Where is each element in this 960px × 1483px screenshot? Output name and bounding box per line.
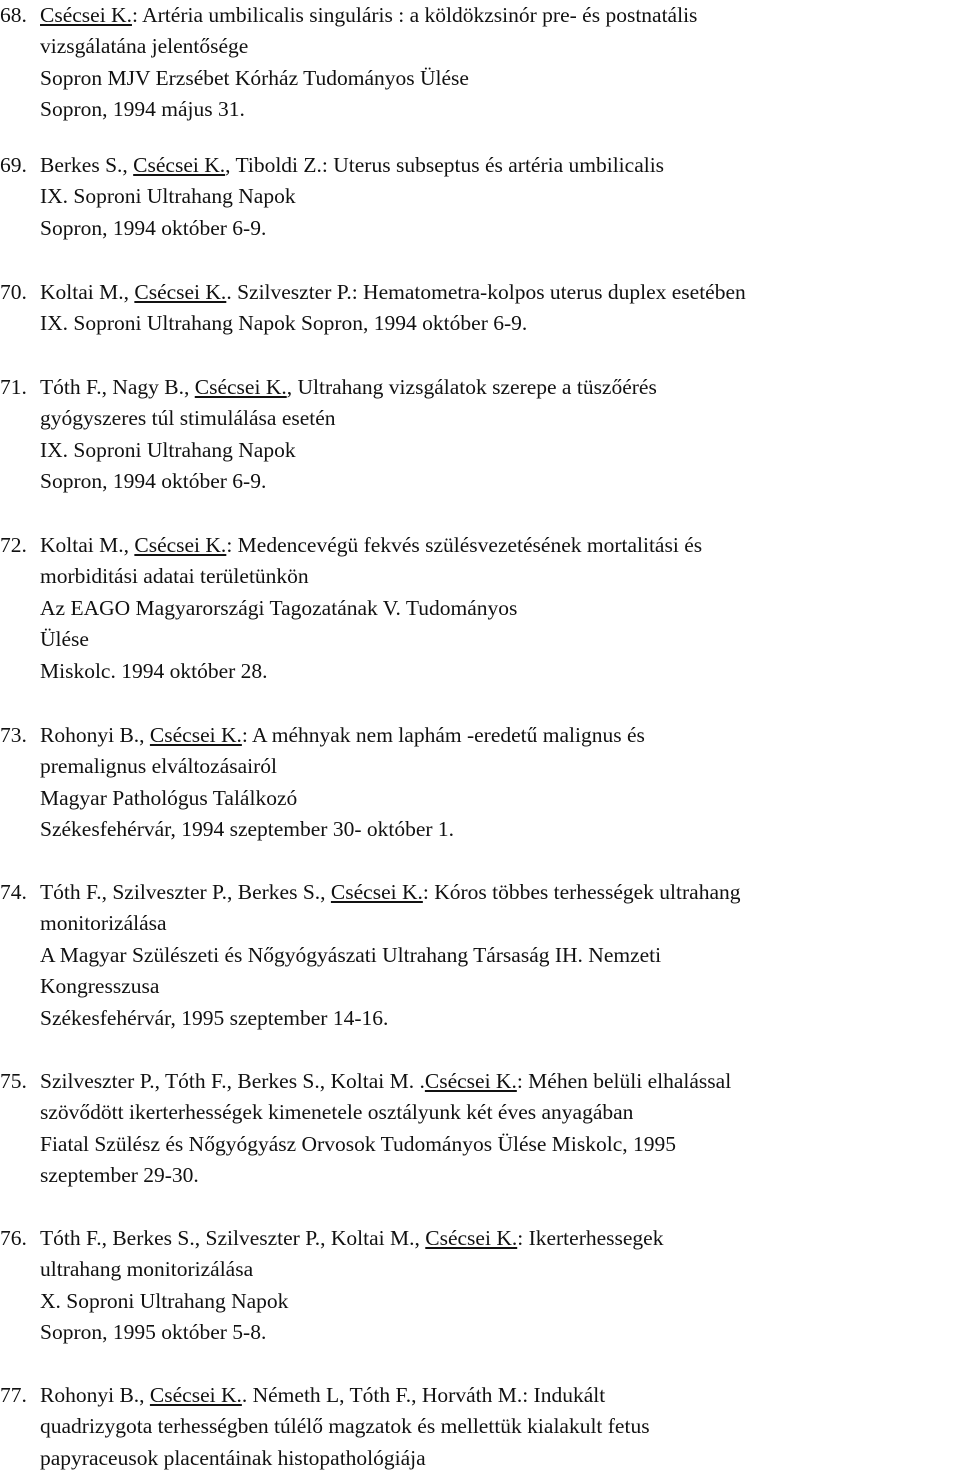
entry-line: [40, 406, 336, 430]
entry-text: premalignus elváltozásairól: [40, 754, 278, 779]
entry-text: X. Soproni Ultrahang Napok: [40, 1288, 289, 1313]
entry-text: Miskolc. 1994 október 28.: [40, 658, 268, 683]
entry-text: Az EAGO Magyarországi Tagozatának V. Tudományos: [40, 595, 518, 620]
entry-text: IX. Soproni Ultrahang Napok: [40, 437, 296, 462]
entry-number: 68.: [0, 3, 27, 27]
entry-line: [40, 3, 697, 27]
entry-text: Sopron, 1994 október 6-9.: [40, 469, 267, 494]
entry-line: [40, 311, 527, 335]
entry-line: [40, 375, 657, 399]
author-name-underlined: Csécsei K.: [149, 723, 242, 747]
entry-line: [40, 1414, 650, 1438]
entry-line: [40, 1006, 388, 1030]
author-name-underlined: Csécsei K.: [40, 3, 132, 27]
entry-number: 75.: [0, 1069, 27, 1093]
author-name-underlined: Csécsei K.: [194, 375, 287, 399]
author-name-underlined: Csécsei K.: [424, 1069, 517, 1093]
entry-number: 73.: [0, 723, 27, 747]
entry-line: [40, 97, 245, 121]
entry-line: [40, 66, 469, 90]
entry-text: monitorizálása: [40, 911, 167, 936]
entry-text: ultrahang monitorizálása: [40, 1257, 254, 1282]
entry-line: [40, 943, 661, 967]
entry-text: : Kóros többes terhességek ultrahang: [422, 880, 741, 904]
entry-text: Tóth F., Szilveszter P., Berkes S.,: [40, 880, 331, 904]
entry-number: 70.: [0, 280, 27, 304]
entry-text: : Medencevégü fekvés szülésvezetésének mortalitási és: [226, 533, 703, 557]
entry-text: : A méhnyak nem laphám -eredetű malignus és: [241, 723, 645, 747]
entry-text: vizsgálatána jelentősége: [40, 34, 249, 59]
entry-text: . Németh L, Tóth F., Horváth M.: Indukált: [241, 1383, 606, 1407]
entry-line: [40, 880, 741, 904]
entry-text: Sopron MJV Erzsébet Kórház Tudományos Ülése: [40, 65, 469, 90]
entry-text: Sopron, 1994 május 31.: [40, 97, 245, 122]
entry-line: [40, 184, 296, 208]
entry-line: [40, 1226, 663, 1250]
entry-line: [40, 659, 268, 683]
entry-line: [40, 469, 266, 493]
entry-line: [40, 1163, 199, 1187]
entry-text: szövődött ikerterhességek kimenetele osztályunk két éves anyagában: [40, 1100, 634, 1125]
entry-line: [40, 723, 645, 747]
entry-line: [40, 627, 89, 651]
entry-number: 76.: [0, 1226, 27, 1250]
entry-line: [40, 533, 702, 557]
entry-line: [40, 786, 297, 810]
entry-line: [40, 817, 454, 841]
entry-text: Fiatal Szülész és Nőgyógyász Orvosok Tudományos Ülése Miskolc, 1995: [40, 1131, 677, 1156]
author-name-underlined: Csécsei K.: [134, 533, 227, 557]
entry-text: Koltai M.,: [40, 533, 135, 557]
entry-line: [40, 216, 266, 240]
entry-line: [40, 280, 746, 304]
entry-text: Koltai M.,: [40, 280, 135, 304]
entry-text: Rohonyi B.,: [40, 1383, 150, 1407]
entry-text: A Magyar Szülészeti és Nőgyógyászati Ultrahang Társaság IH. Nemzeti: [40, 942, 662, 967]
entry-text: Magyar Pathológus Találkozó: [40, 785, 298, 810]
entry-line: [40, 754, 277, 778]
entry-text: Rohonyi B.,: [40, 723, 150, 747]
entry-text: Székesfehérvár, 1995 szeptember 14-16.: [40, 1005, 389, 1030]
entry-line: [40, 1100, 633, 1124]
author-name-underlined: Csécsei K.: [149, 1383, 242, 1407]
entry-line: [40, 1289, 288, 1313]
entry-line: [40, 974, 159, 998]
entry-line: [40, 1320, 266, 1344]
entry-line: [40, 911, 167, 935]
entry-line: [40, 1446, 426, 1470]
entry-text: gyógyszeres túl stimulálása esetén: [40, 406, 336, 431]
entry-line: [40, 34, 248, 58]
entry-text: quadrizygota terhességben túlélő magzatok és mellettük kialakult fetus: [40, 1414, 650, 1439]
entry-line: [40, 153, 664, 177]
entry-text: Tóth F., Nagy B.,: [40, 375, 195, 399]
entry-line: [40, 1132, 676, 1156]
entry-line: [40, 564, 309, 588]
entry-number: 72.: [0, 533, 27, 557]
author-name-underlined: Csécsei K.: [330, 880, 423, 904]
entry-line: [40, 1069, 731, 1093]
entry-line: [40, 1257, 253, 1281]
entry-text: : Méhen belüli elhalással: [516, 1069, 732, 1093]
entry-text: Ülése: [40, 627, 89, 652]
entry-line: [40, 438, 296, 462]
author-name-underlined: Csécsei K.: [133, 153, 226, 177]
entry-text: IX. Soproni Ultrahang Napok Sopron, 1994 október 6-9.: [40, 311, 528, 336]
entry-number: 74.: [0, 880, 27, 904]
entry-number: 77.: [0, 1383, 27, 1407]
entry-text: morbiditási adatai területünkön: [40, 564, 309, 589]
entry-text: papyraceusok placentáinak histopathológiája: [40, 1445, 426, 1470]
entry-text: . Szilveszter P.: Hematometra-kolpos uterus duplex esetében: [226, 280, 746, 304]
entry-text: Sopron, 1994 október 6-9.: [40, 215, 267, 240]
author-name-underlined: Csécsei K.: [425, 1226, 518, 1250]
entry-text: szeptember 29-30.: [40, 1163, 199, 1188]
entry-line: [40, 596, 517, 620]
entry-text: , Tiboldi Z.: Uterus subseptus és artéria umbilicalis: [225, 153, 665, 177]
entry-line: [40, 1383, 605, 1407]
entry-text: Tóth F., Berkes S., Szilveszter P., Koltai M.,: [40, 1226, 426, 1250]
entry-text: Kongresszusa: [40, 974, 160, 999]
entry-number: 69.: [0, 153, 27, 177]
entry-text: IX. Soproni Ultrahang Napok: [40, 184, 296, 209]
entry-text: Berkes S.,: [40, 153, 134, 177]
entry-text: : Ikerterhessegek: [517, 1226, 664, 1250]
entry-number: 71.: [0, 375, 27, 399]
entry-text: Székesfehérvár, 1994 szeptember 30- október 1.: [40, 817, 455, 842]
author-name-underlined: Csécsei K.: [134, 280, 227, 304]
entry-text: , Ultrahang vizsgálatok szerepe a tüszőérés: [286, 375, 657, 399]
entry-text: Sopron, 1995 október 5-8.: [40, 1320, 267, 1345]
entry-text: Szilveszter P., Tóth F., Berkes S., Koltai M. .: [40, 1069, 425, 1093]
entry-text: : Artéria umbilicalis singuláris : a köldökzsinór pre- és postnatális: [131, 3, 698, 27]
